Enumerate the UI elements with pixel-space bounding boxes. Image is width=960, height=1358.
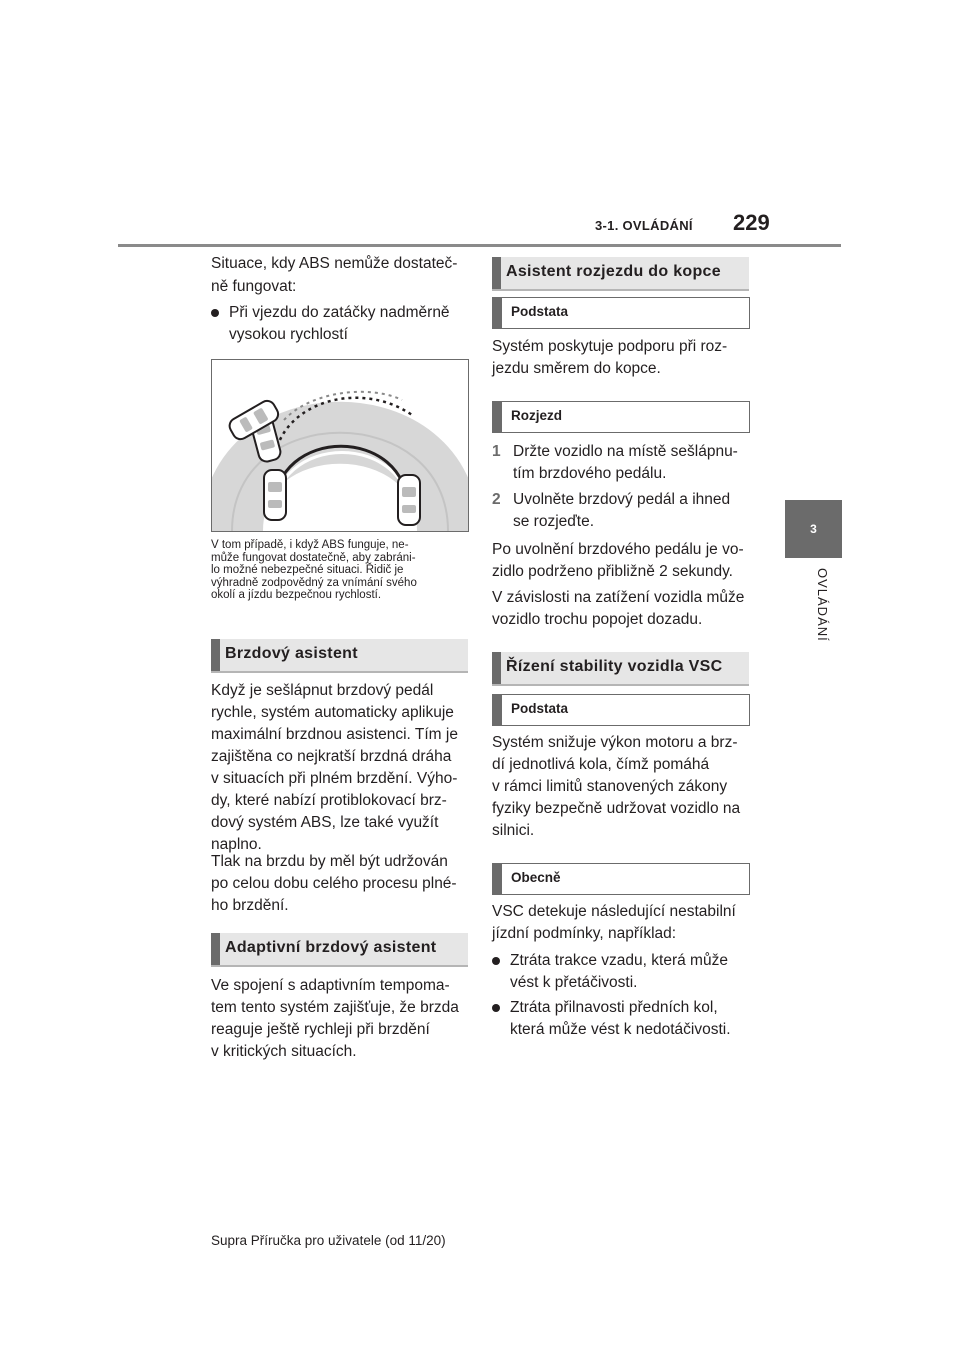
section-title: 3-1. OVLÁDÁNÍ — [595, 218, 693, 233]
text-line: naplno. — [211, 836, 262, 853]
intro-line-2: ně fungovat: — [211, 278, 297, 295]
step-number: 2 — [492, 491, 501, 508]
caption-line: okolí a jízdu bezpečnou rychlostí. — [211, 589, 382, 601]
footer-text: Supra Příručka pro uživatele (od 11/20) — [211, 1233, 446, 1248]
bullet-dot-icon — [492, 957, 500, 965]
heading-brake-assist — [211, 639, 468, 673]
bullet-item — [211, 302, 471, 346]
heading-bar — [492, 257, 501, 289]
text-line: reaguje ještě rychleji při brzdění — [211, 1021, 430, 1038]
subheading-bar — [493, 298, 502, 328]
subheading-text: Rozjezd — [511, 408, 563, 423]
subheading-start — [492, 401, 750, 433]
hill-start-paragraph — [492, 336, 727, 380]
vsc-detect-paragraph — [492, 901, 736, 945]
heading-adaptive-brake-assist — [211, 933, 468, 967]
car-cornering-icon — [212, 360, 468, 531]
step-text: Uvolněte brzdový pedál a ihned — [513, 491, 731, 508]
page-number: 229 — [733, 210, 770, 235]
text-line: jezdu směrem do kopce. — [492, 360, 661, 377]
heading-vsc — [492, 652, 749, 686]
text-line: tem tento systém zajišťuje, že brzda — [211, 999, 459, 1016]
text-line: dí jednotlivá kola, čímž pomáhá — [492, 756, 710, 773]
subheading-text: Podstata — [511, 701, 569, 716]
text-line: Tlak na brzdu by měl být udržován — [211, 853, 448, 870]
brake-assist-paragraph — [211, 680, 458, 856]
step-number: 1 — [492, 443, 501, 460]
caption-line: lo možné nebezpečné situaci. Řidič je — [211, 564, 404, 576]
bullet-dot-icon — [211, 309, 219, 317]
chapter-number: 3 — [810, 522, 817, 536]
adaptive-paragraph — [211, 975, 459, 1063]
heading-text: Asistent rozjezdu do kopce — [506, 263, 721, 280]
brake-pressure-paragraph — [211, 851, 457, 917]
bullet-text: která může vést k nedotáčivosti. — [510, 1021, 731, 1038]
text-line: maximální brzdnou asistenci. Tím je — [211, 726, 458, 743]
text-line: Systém snižuje výkon motoru a brz- — [492, 734, 738, 751]
subheading-text: Podstata — [511, 304, 569, 319]
subheading-bar — [493, 402, 502, 432]
step-1 — [492, 441, 752, 485]
heading-hill-start-assist — [492, 257, 749, 291]
text-line: v rámci limitů stanovených zákony — [492, 778, 728, 795]
header-rule — [118, 244, 841, 247]
text-line: rychle, systém automaticky aplikuje — [211, 704, 454, 721]
subheading-text: Obecně — [511, 870, 561, 885]
text-line: zidlo podrženo přibližně 2 sekundy. — [492, 563, 733, 580]
text-line: V závislosti na zatížení vozidla může — [492, 589, 745, 606]
vsc-paragraph — [492, 732, 740, 842]
car-icon — [264, 470, 286, 520]
text-line: dový systém ABS, lze také využít — [211, 814, 439, 831]
text-line: Systém poskytuje podporu při roz- — [492, 338, 728, 355]
text-line: jízdní podmínky, například: — [492, 925, 677, 942]
figure-caption — [211, 539, 417, 602]
heading-text: Adaptivní brzdový asistent — [225, 939, 437, 956]
caption-line: V tom případě, i když ABS funguje, ne- — [211, 539, 409, 551]
step-text: se rozjeďte. — [513, 513, 595, 530]
text-line: silnici. — [492, 822, 535, 839]
hold-paragraph — [492, 539, 744, 583]
text-line: po celou dobu celého procesu plné- — [211, 875, 457, 892]
text-line: Ve spojení s adaptivním tempoma- — [211, 977, 450, 994]
subheading-general — [492, 863, 750, 895]
caption-line: výhradně zodpovědný za vnímání svého — [211, 576, 417, 589]
chapter-tab — [785, 500, 842, 558]
chapter-title-vertical: OVLÁDÁNÍ — [815, 568, 830, 642]
text-line: v kritických situacích. — [211, 1043, 357, 1060]
text-line: zajištěna co nejkratší brzdná dráha — [211, 748, 452, 765]
heading-text: Brzdový asistent — [225, 645, 358, 662]
bullet-text: Ztráta trakce vzadu, která může — [510, 952, 728, 969]
step-2 — [492, 489, 752, 533]
text-line: v situacích při plném brzdění. Výho- — [211, 770, 458, 787]
text-line: ho brzdění. — [211, 897, 289, 914]
step-text: Držte vozidlo na místě sešlápnu- — [513, 443, 738, 460]
bullet-item — [492, 950, 752, 994]
heading-bar — [211, 639, 220, 671]
cornering-illustration — [211, 359, 469, 532]
heading-bar — [492, 652, 501, 684]
bullet-text: Při vjezdu do zatáčky nadměrně — [229, 304, 450, 321]
text-line: dy, které nabízí protiblokovací brz- — [211, 792, 447, 809]
subheading-principle — [492, 297, 750, 329]
intro-line-1: Situace, kdy ABS nemůže dostateč- — [211, 255, 458, 272]
heading-text: Řízení stability vozidla VSC — [506, 658, 723, 675]
caption-line: může fungovat dostatečně, aby zabráni- — [211, 551, 416, 564]
rollback-paragraph — [492, 587, 744, 631]
bullet-text: vést k přetáčivosti. — [510, 974, 638, 991]
text-line: fyziky bezpečně udržovat vozidlo na — [492, 800, 741, 817]
bullet-item — [492, 997, 752, 1041]
subheading-principle-vsc — [492, 694, 750, 726]
text-line: vozidlo trochu popojet dozadu. — [492, 611, 703, 628]
text-line: VSC detekuje následující nestabilní — [492, 903, 736, 920]
bullet-text: Ztráta přilnavosti předních kol, — [510, 999, 718, 1016]
subheading-bar — [493, 864, 502, 894]
text-line: Když je sešlápnut brzdový pedál — [211, 682, 434, 699]
step-text: tím brzdového pedálu. — [513, 465, 667, 482]
bullet-dot-icon — [492, 1004, 500, 1012]
bullet-text: vysokou rychlostí — [229, 326, 348, 343]
heading-bar — [211, 933, 220, 965]
subheading-bar — [493, 695, 502, 725]
text-line: Po uvolnění brzdového pedálu je vo- — [492, 541, 744, 558]
